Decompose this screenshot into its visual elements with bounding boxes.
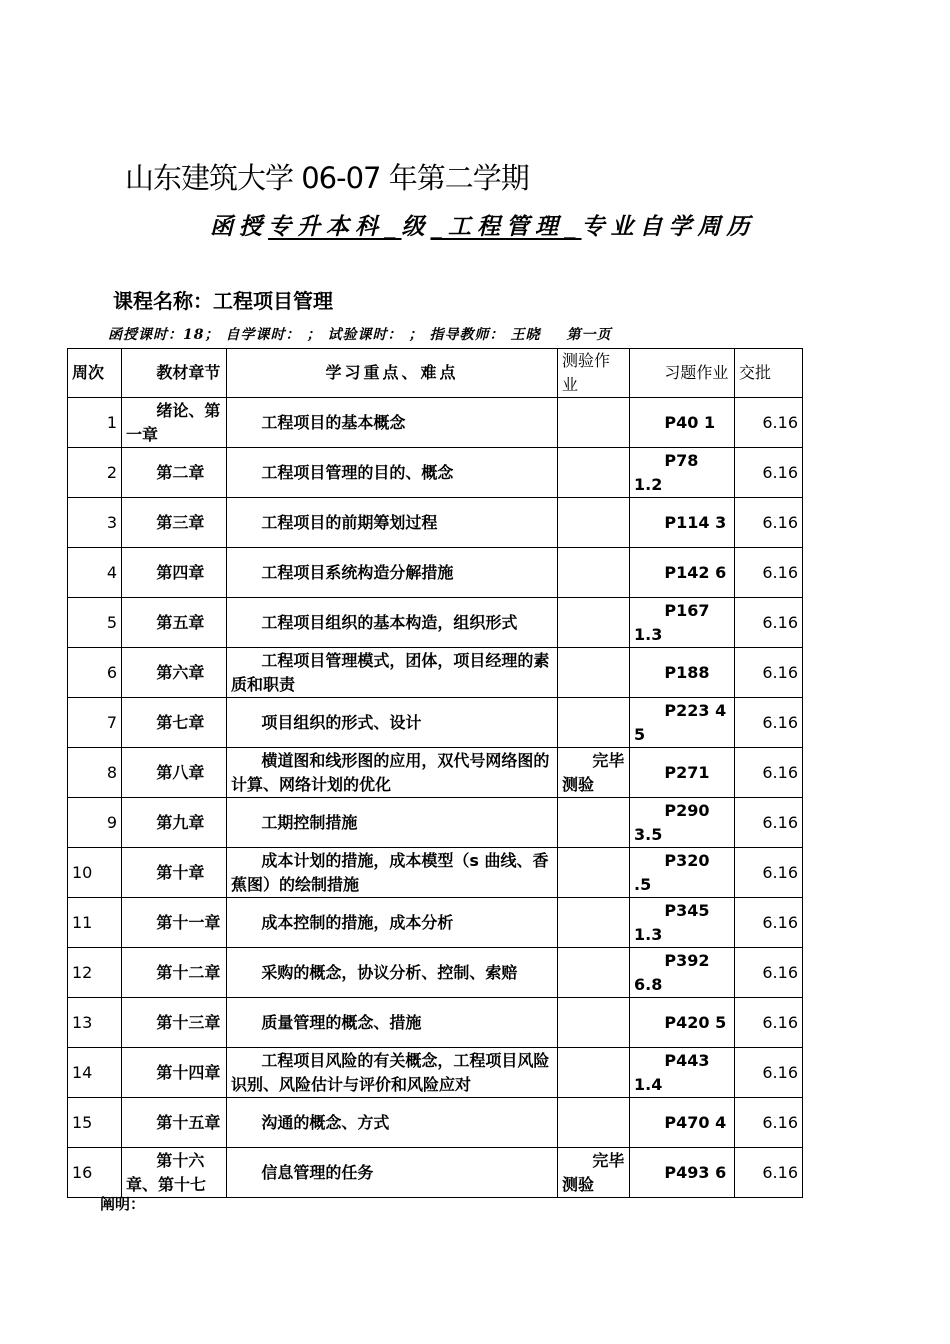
week-cell: 15 [68,1098,122,1148]
exercise-cell: P493 6 [630,1148,735,1198]
submit-cell: 6.16 [735,798,803,848]
footer-note: 阐明： [100,1195,146,1213]
submit-cell: 6.16 [735,898,803,948]
header-chapter: 教材章节 [122,349,227,398]
focus-cell: 项目组织的形式、设计 [227,698,558,748]
chapter-cell: 第十四章 [122,1048,227,1098]
week-cell: 13 [68,998,122,1048]
submit-cell: 6.16 [735,848,803,898]
subtitle-program: 专升本科 [268,213,384,240]
week-cell: 14 [68,1048,122,1098]
test-cell [558,1048,630,1098]
submit-cell: 6.16 [735,748,803,798]
header-exercise: 习题作业 [630,349,735,398]
exercise-cell: P167 1.3 [630,598,735,648]
meta-separator: ； [408,327,424,343]
document-title: 山东建筑大学 06-07 年第二学期 [125,161,529,195]
week-cell: 1 [68,398,122,448]
table-row [68,1048,803,1098]
submit-cell: 6.16 [735,548,803,598]
course-meta [108,324,617,344]
chapter-cell: 第十三章 [122,998,227,1048]
table-row [68,498,803,548]
test-cell [558,398,630,448]
table-row [68,948,803,998]
table-row [68,798,803,848]
teacher-label: 指导教师： [429,327,505,343]
week-cell: 4 [68,548,122,598]
week-cell: 16 [68,1148,122,1198]
table-row [68,698,803,748]
header-week: 周次 [68,349,122,398]
submit-cell: 6.16 [735,698,803,748]
teacher-name: 王晓 [510,327,541,343]
chapter-cell: 第十六章、第十七 [122,1148,227,1198]
header-focus: 学习重点、难点 [227,349,558,398]
submit-cell: 6.16 [735,498,803,548]
chapter-cell: 绪论、第一章 [122,398,227,448]
subtitle-grade: 级 [401,213,431,240]
focus-cell: 工期控制措施 [227,798,558,848]
chapter-cell: 第十一章 [122,898,227,948]
week-cell: 12 [68,948,122,998]
table-row [68,598,803,648]
week-cell: 3 [68,498,122,548]
test-cell [558,448,630,498]
meta-separator: ； [306,327,322,343]
test-cell: 完毕测验 [558,748,630,798]
header-submit: 交批 [735,349,803,398]
week-cell: 11 [68,898,122,948]
focus-cell: 成本计划的措施，成本模型（s 曲线、香蕉图）的绘制措施 [227,848,558,898]
focus-cell: 采购的概念，协议分析、控制、索赔 [227,948,558,998]
submit-cell: 6.16 [735,1098,803,1148]
chapter-cell: 第十章 [122,848,227,898]
self-study-hours: 自学课时： [225,327,301,343]
test-cell [558,948,630,998]
chapter-cell: 第十二章 [122,948,227,998]
week-cell: 7 [68,698,122,748]
focus-cell: 信息管理的任务 [227,1148,558,1198]
focus-cell: 工程项目组织的基本构造，组织形式 [227,598,558,648]
test-cell [558,898,630,948]
page-number: 第一页 [566,327,612,343]
focus-cell: 工程项目系统构造分解措施 [227,548,558,598]
week-cell: 5 [68,598,122,648]
exercise-cell: P40 1 [630,398,735,448]
exercise-cell: P345 1.3 [630,898,735,948]
week-cell: 9 [68,798,122,848]
exercise-cell: P223 4 5 [630,698,735,748]
chapter-cell: 第七章 [122,698,227,748]
week-cell: 2 [68,448,122,498]
focus-cell: 成本控制的措施，成本分析 [227,898,558,948]
table-row [68,398,803,448]
test-cell [558,998,630,1048]
exercise-cell: P114 3 [630,498,735,548]
focus-cell: 工程项目的前期筹划过程 [227,498,558,548]
chapter-cell: 第五章 [122,598,227,648]
focus-cell: 工程项目管理模式，团体，项目经理的素质和职责 [227,648,558,698]
table-row [68,648,803,698]
chapter-cell: 第九章 [122,798,227,848]
exercise-cell: P420 5 [630,998,735,1048]
chapter-cell: 第十五章 [122,1098,227,1148]
lab-hours: 试验课时： [327,327,403,343]
exercise-cell: P188 [630,648,735,698]
chapter-cell: 第三章 [122,498,227,548]
lecture-hours: 函授课时：18； [108,327,220,343]
exercise-cell: P78 1.2 [630,448,735,498]
study-calendar-table [67,348,803,1198]
focus-cell: 沟通的概念、方式 [227,1098,558,1148]
exercise-cell: P271 [630,748,735,798]
table-row [68,448,803,498]
test-cell [558,698,630,748]
test-cell [558,498,630,548]
chapter-cell: 第六章 [122,648,227,698]
submit-cell: 6.16 [735,598,803,648]
exercise-cell: P443 1.4 [630,1048,735,1098]
week-cell: 6 [68,648,122,698]
submit-cell: 6.16 [735,1148,803,1198]
focus-cell: 工程项目管理的目的、概念 [227,448,558,498]
focus-cell: 质量管理的概念、措施 [227,998,558,1048]
exercise-cell: P142 6 [630,548,735,598]
test-cell [558,598,630,648]
test-cell [558,648,630,698]
course-name: 课程名称：工程项目管理 [113,289,333,313]
table-row [68,898,803,948]
header-test: 测验作业 [558,349,630,398]
table-row [68,1148,803,1198]
week-cell: 8 [68,748,122,798]
subtitle-major: 工程管理 [448,213,564,240]
subtitle-suffix: 专业自学周历 [581,213,756,240]
exercise-cell: P290 3.5 [630,798,735,848]
submit-cell: 6.16 [735,448,803,498]
table-row [68,1098,803,1148]
submit-cell: 6.16 [735,648,803,698]
table-header-row [68,349,803,398]
exercise-cell: P392 6.8 [630,948,735,998]
table-row [68,998,803,1048]
exercise-cell: P470 4 [630,1098,735,1148]
focus-cell: 横道图和线形图的应用，双代号网络图的计算、网络计划的优化 [227,748,558,798]
submit-cell: 6.16 [735,398,803,448]
focus-cell: 工程项目的基本概念 [227,398,558,448]
chapter-cell: 第四章 [122,548,227,598]
table-row [68,748,803,798]
test-cell [558,798,630,848]
submit-cell: 6.16 [735,948,803,998]
test-cell [558,548,630,598]
submit-cell: 6.16 [735,1048,803,1098]
subtitle-prefix: 函授 [210,213,268,240]
focus-cell: 工程项目风险的有关概念，工程项目风险识别、风险估计与评价和风险应对 [227,1048,558,1098]
chapter-cell: 第二章 [122,448,227,498]
table-row [68,548,803,598]
table-row [68,848,803,898]
submit-cell: 6.16 [735,998,803,1048]
document-subtitle: 函授专升本科_级_工程管理_专业自学周历 [210,213,756,240]
test-cell [558,1098,630,1148]
test-cell: 完毕测验 [558,1148,630,1198]
test-cell [558,848,630,898]
chapter-cell: 第八章 [122,748,227,798]
exercise-cell: P320 .5 [630,848,735,898]
week-cell: 10 [68,848,122,898]
